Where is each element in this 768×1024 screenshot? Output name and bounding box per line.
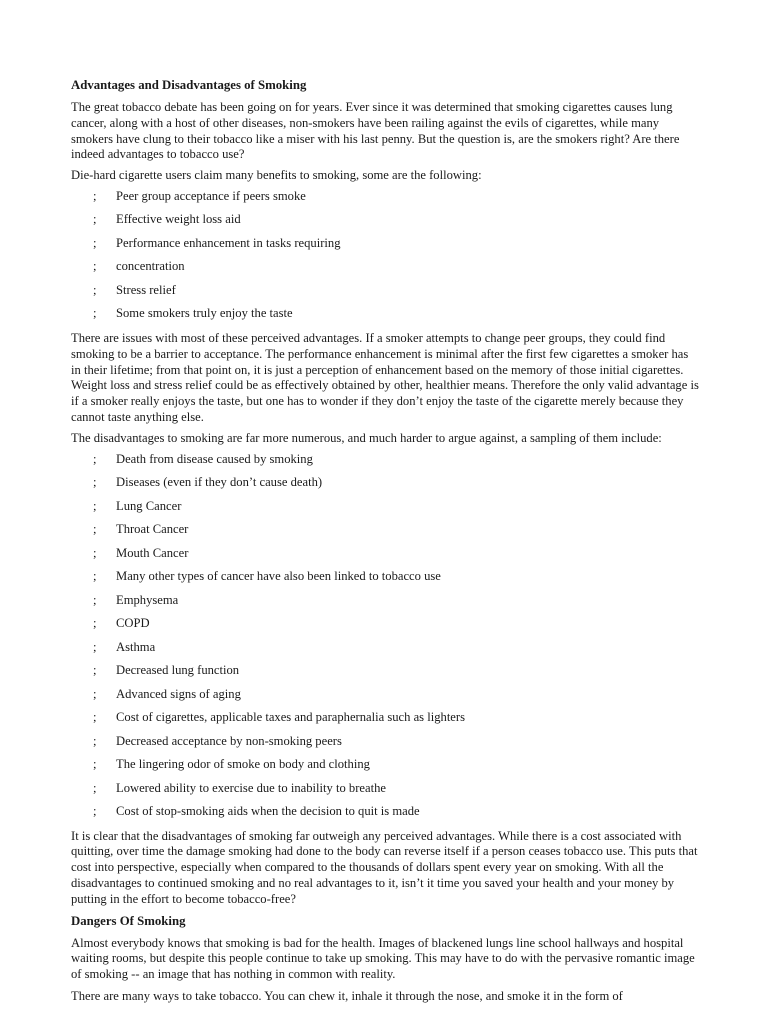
list-item-text: Peer group acceptance if peers smoke [116,188,306,203]
bullet-marker: ; [93,282,97,297]
bullet-marker: ; [93,235,97,250]
list-item [71,640,701,664]
list-item-text: Diseases (even if they don’t cause death) [116,475,323,490]
bullet-marker: ; [93,663,97,678]
list-item [71,687,701,711]
bullet-marker: ; [93,451,97,466]
bullet-marker: ; [93,686,97,701]
list-item-text: Lung Cancer [116,498,182,513]
bullet-marker: ; [93,733,97,748]
list-item [71,710,701,734]
list-item-text: Mouth Cancer [116,545,189,560]
list-item-text: Emphysema [116,592,179,607]
list-item [71,236,701,260]
list-item-text: Decreased acceptance by non-smoking peers [116,733,342,748]
bullet-marker: ; [93,592,97,607]
list-item-text: Many other types of cancer have also been linked to tobacco use [116,569,441,584]
advantages-list [71,189,701,330]
dangers-paragraph-1: Almost everybody knows that smoking is bad for the health. Images of blackened lungs line school hallways and hospital waiting rooms, but despite this people continue to take up smoking. This may have to do with the pervasive romantic image of smoking -- an image that has nothing in common with reality. [71,935,695,982]
bullet-marker: ; [93,522,97,537]
list-item-text: Decreased lung function [116,663,240,678]
list-item-text: Some smokers truly enjoy the taste [116,306,293,321]
bullet-marker: ; [93,757,97,772]
section-heading-dangers: Dangers Of Smoking [71,913,186,928]
list-item-text: Asthma [116,639,156,654]
list-item-text: Death from disease caused by smoking [116,451,313,466]
bullet-marker: ; [93,498,97,513]
disadvantages-list [71,452,701,828]
list-item [71,452,701,476]
bullet-marker: ; [93,475,97,490]
list-item [71,734,701,758]
bullet-marker: ; [93,188,97,203]
bullet-marker: ; [93,616,97,631]
list-item [71,189,701,213]
list-item [71,593,701,617]
advantages-discussion-paragraph: There are issues with most of these perceived advantages. If a smoker attempts to change peer groups, they could find smoking to be a barrier to acceptance. The performance enhancement is minimal after the first few cigarettes a smoker has in their lifetime; from that point on, it is just a perception of enhancement based on the memory of those initial cigarettes. Weight loss and stress relief could be as effectively obtained by other, healthier means. Therefore the only valid advantage is if a smoker really enjoys the taste, but one has to wonder if they don’t enjoy the taste of the cigarette merely because they cannot taste anything else. [71,330,699,424]
document-title: Advantages and Disadvantages of Smoking [71,78,307,92]
dangers-paragraph-2: There are many ways to take tobacco. You can chew it, inhale it through the nose, and smoke it in the form of [71,988,623,1003]
list-item-text: Stress relief [116,282,176,297]
list-item-text: COPD [116,616,150,631]
bullet-marker: ; [93,780,97,795]
list-item [71,546,701,570]
list-item [71,499,701,523]
list-item [71,757,701,781]
list-item-text: The lingering odor of smoke on body and clothing [116,757,370,772]
advantages-lead-paragraph: Die-hard cigarette users claim many benefits to smoking, some are the following: [71,168,482,183]
disadvantages-lead-paragraph: The disadvantages to smoking are far more numerous, and much harder to argue against, a sampling of them include: [71,430,662,445]
list-item [71,259,701,283]
list-item-text: Effective weight loss aid [116,212,241,227]
list-item [71,306,701,330]
bullet-marker: ; [93,710,97,725]
document-page [71,77,701,1010]
bullet-marker: ; [93,212,97,227]
list-item [71,475,701,499]
list-item-text: Cost of stop-smoking aids when the decision to quit is made [116,804,420,819]
bullet-marker: ; [93,639,97,654]
list-item-text: concentration [116,259,185,274]
list-item [71,283,701,307]
bullet-marker: ; [93,306,97,321]
bullet-marker: ; [93,569,97,584]
bullet-marker: ; [93,259,97,274]
list-item [71,212,701,236]
intro-paragraph: The great tobacco debate has been going on for years. Ever since it was determined that smoking cigarettes causes lung cancer, along with a host of other diseases, non-smokers have been railing against the evils of cigarettes, while many smokers have clung to their tobacco like a miser with his last penny. But the question is, are the smokers right? Are there indeed advantages to tobacco use? [71,100,680,162]
list-item-text: Lowered ability to exercise due to inability to breathe [116,780,386,795]
conclusion-paragraph: It is clear that the disadvantages of smoking far outweigh any perceived advantages. While there is a cost associated with quitting, over time the damage smoking had done to the body can reverse itself if a person ceases tobacco use. This puts that cost into perspective, especially when compared to the thousands of dollars spent every year on smoking. With all the disadvantages to continued smoking and no real advantages to it, isn’t it time you saved your health and your money by putting in the effort to become tobacco-free? [71,828,698,906]
list-item-text: Performance enhancement in tasks requiring [116,235,341,250]
list-item [71,781,701,805]
bullet-marker: ; [93,545,97,560]
list-item [71,663,701,687]
list-item-text: Throat Cancer [116,522,189,537]
list-item [71,569,701,593]
list-item-text: Advanced signs of aging [116,686,241,701]
list-item-text: Cost of cigarettes, applicable taxes and paraphernalia such as lighters [116,710,465,725]
list-item [71,804,701,828]
list-item [71,522,701,546]
bullet-marker: ; [93,804,97,819]
list-item [71,616,701,640]
